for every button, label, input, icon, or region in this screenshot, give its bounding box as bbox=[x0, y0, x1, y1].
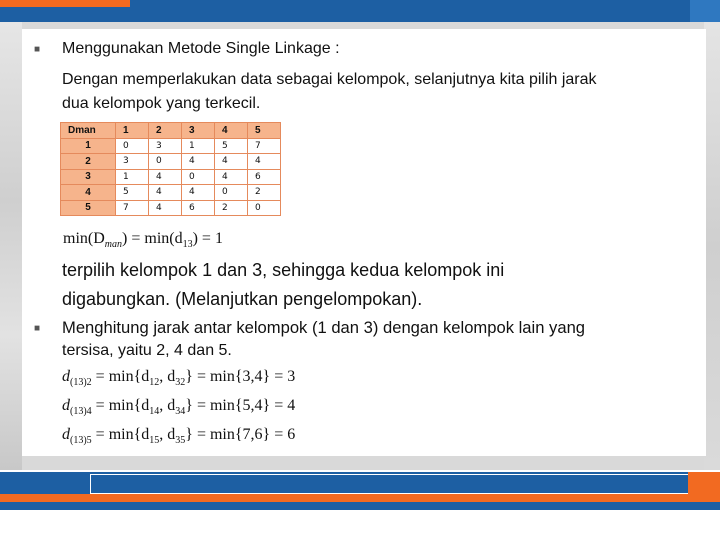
matrix-cell: 7 bbox=[248, 138, 281, 154]
matrix-corner: Dman bbox=[61, 123, 116, 139]
min-formula-mid: ) = min(d bbox=[122, 230, 183, 247]
result-line2: digabungkan. (Melanjutkan pengelompokan). bbox=[62, 289, 423, 309]
matrix-cell: 1 bbox=[116, 169, 149, 185]
matrix-cell: 0 bbox=[182, 169, 215, 185]
equation-d: d bbox=[62, 368, 70, 385]
equation-a-sub: 15 bbox=[149, 435, 160, 446]
matrix-cell: 3 bbox=[149, 138, 182, 154]
matrix-cell: 4 bbox=[182, 185, 215, 201]
equation-comma: , d bbox=[159, 397, 176, 414]
matrix-row bbox=[61, 200, 281, 216]
bullet-icon: ■ bbox=[34, 44, 41, 55]
matrix-col-header: 3 bbox=[182, 123, 215, 139]
section2-line2: tersisa, yaitu 2, 4 dan 5. bbox=[62, 342, 232, 359]
min-formula bbox=[63, 230, 223, 250]
matrix-col-header: 5 bbox=[248, 123, 281, 139]
matrix-row bbox=[61, 185, 281, 201]
equation-eq: = min{d bbox=[95, 397, 150, 414]
matrix-row-header: 5 bbox=[61, 200, 116, 216]
matrix-row-header: 2 bbox=[61, 154, 116, 170]
matrix-row bbox=[61, 154, 281, 170]
matrix-cell: 0 bbox=[248, 200, 281, 216]
matrix-cell: 4 bbox=[149, 185, 182, 201]
matrix-cell: 3 bbox=[116, 154, 149, 170]
matrix-cell: 2 bbox=[215, 200, 248, 216]
equation-d: d bbox=[62, 397, 70, 414]
equation-a-sub: 12 bbox=[149, 377, 160, 388]
matrix-header-row bbox=[61, 123, 281, 139]
matrix-cell: 5 bbox=[215, 138, 248, 154]
matrix-row bbox=[61, 138, 281, 154]
matrix-row bbox=[61, 169, 281, 185]
equation-b-sub: 32 bbox=[175, 377, 186, 388]
equation-a-sub: 14 bbox=[149, 406, 160, 417]
matrix-cell: 4 bbox=[215, 169, 248, 185]
matrix-cell: 6 bbox=[182, 200, 215, 216]
section2-line1: Menghitung jarak antar kelompok (1 dan 3) dengan kelompok lain yang bbox=[62, 318, 586, 337]
matrix-col-header: 2 bbox=[149, 123, 182, 139]
distance-matrix bbox=[60, 122, 281, 216]
section1-line1: Dengan memperlakukan data sebagai kelompok, selanjutnya kita pilih jarak bbox=[62, 71, 597, 88]
matrix-cell: 6 bbox=[248, 169, 281, 185]
equation-d-sub: (13)2 bbox=[70, 377, 92, 388]
matrix-cell: 7 bbox=[116, 200, 149, 216]
min-formula-lhs: min(D bbox=[63, 230, 105, 247]
equation-row bbox=[62, 426, 295, 446]
bottom-banner bbox=[0, 472, 720, 510]
matrix-cell: 0 bbox=[116, 138, 149, 154]
section1-line2: dua kelompok yang terkecil. bbox=[62, 95, 261, 112]
matrix-cell: 4 bbox=[149, 200, 182, 216]
equation-b-sub: 34 bbox=[175, 406, 186, 417]
frame-left-texture bbox=[0, 22, 22, 470]
matrix-cell: 4 bbox=[182, 154, 215, 170]
equation-tail: } = min{5,4} = 4 bbox=[185, 397, 296, 414]
equation-d-sub: (13)4 bbox=[70, 406, 92, 417]
equation-eq: = min{d bbox=[95, 426, 150, 443]
matrix-cell: 4 bbox=[215, 154, 248, 170]
matrix-cell: 2 bbox=[248, 185, 281, 201]
bottom-banner-orange-end bbox=[688, 472, 720, 494]
equation-eq: = min{d bbox=[95, 368, 150, 385]
equation-b-sub: 35 bbox=[175, 435, 186, 446]
equation-tail: } = min{7,6} = 6 bbox=[185, 426, 296, 443]
bottom-banner-orange-stripe bbox=[0, 494, 720, 502]
equation-comma: , d bbox=[159, 426, 176, 443]
top-banner-accent bbox=[690, 0, 720, 22]
min-formula-mid-sub: 13 bbox=[182, 239, 193, 250]
matrix-cell: 1 bbox=[182, 138, 215, 154]
matrix-col-header: 4 bbox=[215, 123, 248, 139]
equation-d: d bbox=[62, 426, 70, 443]
matrix-cell: 5 bbox=[116, 185, 149, 201]
top-banner bbox=[0, 0, 720, 22]
section1-heading: Menggunakan Metode Single Linkage : bbox=[62, 40, 340, 57]
matrix-col-header: 1 bbox=[116, 123, 149, 139]
matrix-cell: 0 bbox=[149, 154, 182, 170]
matrix-cell: 0 bbox=[215, 185, 248, 201]
min-formula-rhs: ) = 1 bbox=[192, 230, 223, 247]
matrix-row-header: 4 bbox=[61, 185, 116, 201]
equation-comma: , d bbox=[159, 368, 176, 385]
min-formula-lhs-sub: man bbox=[104, 239, 123, 250]
bullet-icon: ■ bbox=[34, 323, 41, 334]
matrix-row-header: 3 bbox=[61, 169, 116, 185]
frame-right-texture bbox=[704, 22, 720, 470]
top-banner-orange-stripe bbox=[0, 0, 130, 7]
matrix-cell: 4 bbox=[248, 154, 281, 170]
equation-row bbox=[62, 397, 295, 417]
bottom-banner-outline bbox=[90, 474, 688, 494]
result-line1: terpilih kelompok 1 dan 3, sehingga kedua kelompok ini bbox=[62, 260, 505, 280]
equation-row bbox=[62, 368, 295, 388]
equation-tail: } = min{3,4} = 3 bbox=[185, 368, 296, 385]
matrix-row-header: 1 bbox=[61, 138, 116, 154]
equation-d-sub: (13)5 bbox=[70, 435, 92, 446]
matrix-cell: 4 bbox=[149, 169, 182, 185]
